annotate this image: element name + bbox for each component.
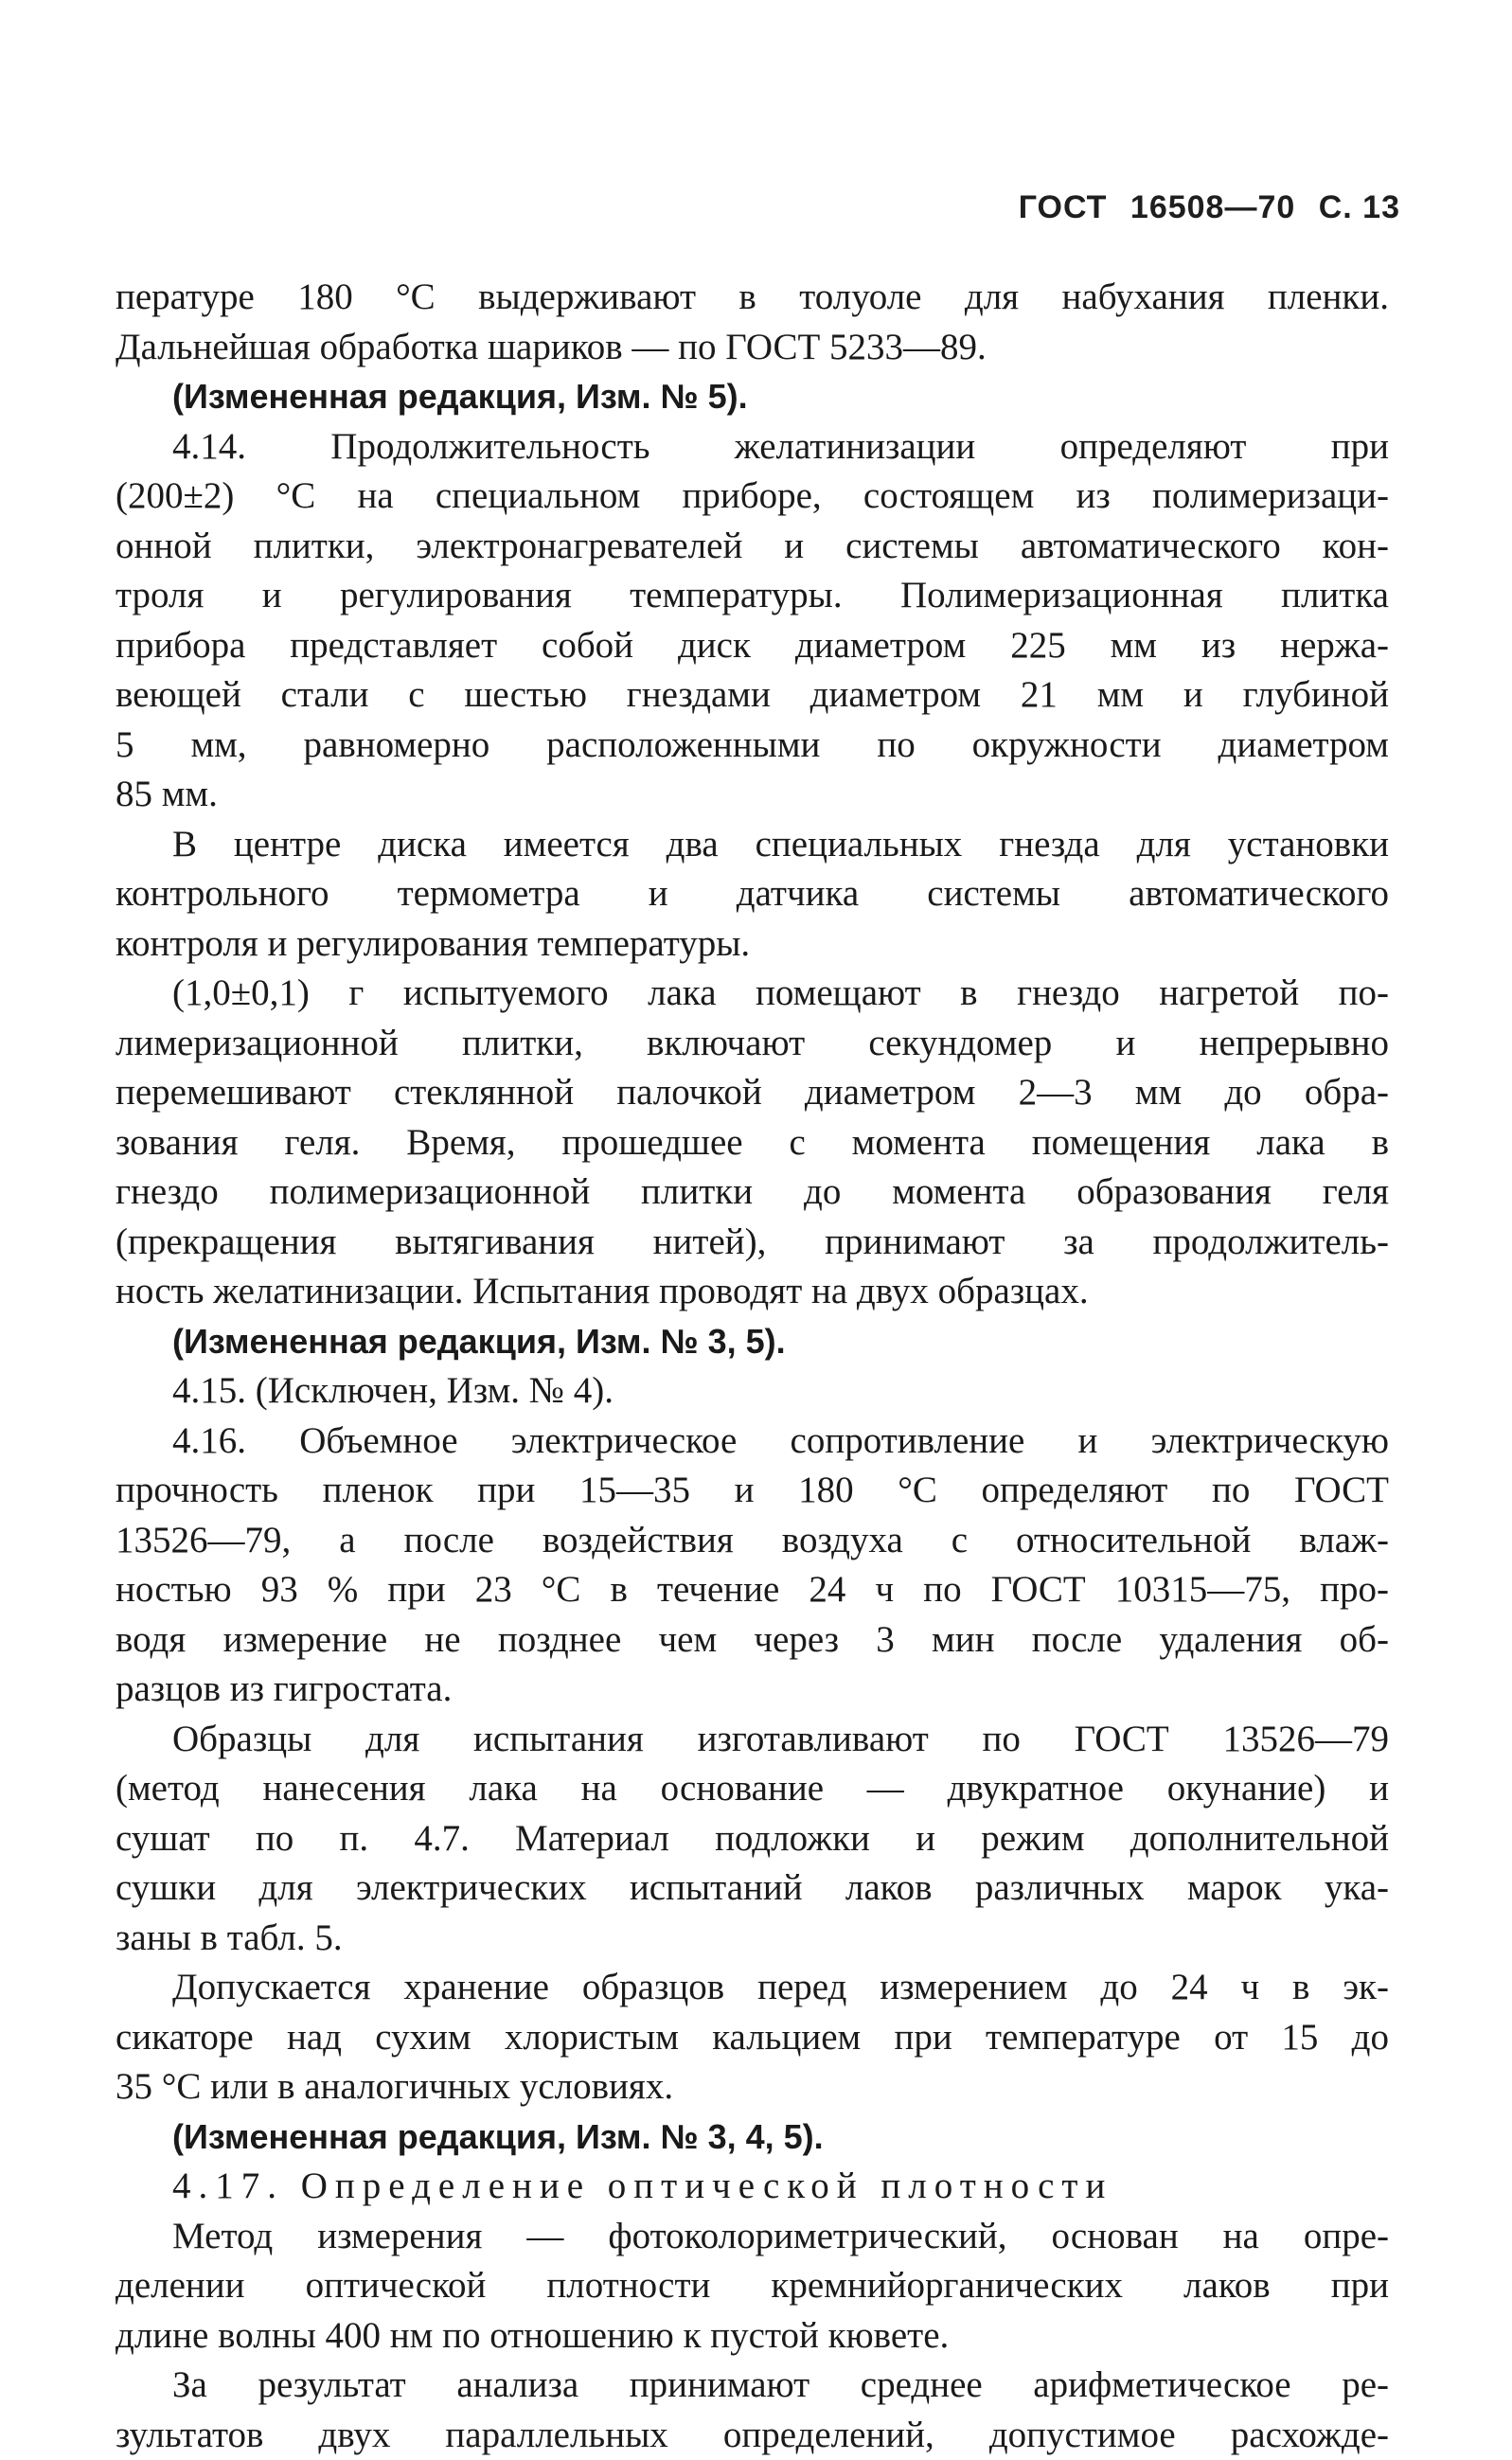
text-line: пературе 180 °С выдерживают в толуоле для набухания пленки. — [116, 273, 1389, 323]
clause-4-15: 4.15. (Исключен, Изм. № 4). — [116, 1366, 1389, 1417]
text-line: 35 °С или в аналогичных условиях. — [116, 2062, 1389, 2112]
text-line: сушки для электрических испытаний лаков различных марок ука- — [116, 1863, 1389, 1914]
clause-4-14: 4.14. Продолжительность желатинизации определяют при — [116, 422, 1389, 472]
text-line: сушат по п. 4.7. Материал подложки и режим дополнительной — [116, 1814, 1389, 1864]
text-line: гнездо полимеризационной плитки до момента образования геля — [116, 1168, 1389, 1218]
text-line: зультатов двух параллельных определений, допустимое расхожде- — [116, 2411, 1389, 2460]
text-line: 85 мм. — [116, 770, 1389, 820]
text-line: 5 мм, равномерно расположенными по окружности диаметром — [116, 721, 1389, 771]
text-line: В центре диска имеется два специальных гнезда для установки — [116, 820, 1389, 870]
clause-4-16: 4.16. Объемное электрическое сопротивление и электрическую — [116, 1417, 1389, 1467]
amendment-note: (Измененная редакция, Изм. № 5). — [116, 372, 1389, 422]
text-line: (прекращения вытягивания нитей), принимают за продолжитель- — [116, 1218, 1389, 1268]
text-line: прочность пленок при 15—35 и 180 °С определяют по ГОСТ — [116, 1466, 1389, 1516]
header-standard: ГОСТ — [1019, 189, 1108, 225]
text-line: ностью 93 % при 23 °С в течение 24 ч по ГОСТ 10315—75, про- — [116, 1565, 1389, 1615]
header-page-number: С. 13 — [1319, 189, 1400, 225]
text-line: лимеризационной плитки, включают секундомер и непрерывно — [116, 1019, 1389, 1069]
text-line: Допускается хранение образцов перед измерением до 24 ч в эк- — [116, 1963, 1389, 2013]
text-line: онной плитки, электронагревателей и системы автоматического кон- — [116, 522, 1389, 572]
text-line: делении оптической плотности кремнийорганических лаков при — [116, 2261, 1389, 2311]
text-line: (метод нанесения лака на основание — двукратное окунание) и — [116, 1764, 1389, 1814]
text-line: Образцы для испытания изготавливают по ГОСТ 13526—79 — [116, 1715, 1389, 1765]
text-line: веющей стали с шестью гнездами диаметром 21 мм и глубиной — [116, 670, 1389, 721]
text-line: перемешивают стеклянной палочкой диаметром 2—3 мм до обра- — [116, 1068, 1389, 1118]
text-line: контроля и регулирования температуры. — [116, 919, 1389, 970]
text-line: Метод измерения — фотоколориметрический, основан на опре- — [116, 2212, 1389, 2262]
text-line: сикаторе над сухим хлористым кальцием при температуре от 15 до — [116, 2013, 1389, 2063]
text-line: длине волны 400 нм по отношению к пустой кювете. — [116, 2311, 1389, 2362]
page-header — [1005, 189, 1400, 226]
amendment-note: (Измененная редакция, Изм. № 3, 5). — [116, 1317, 1389, 1367]
clause-4-17-heading: 4.17. Определение оптической плотности — [116, 2162, 1389, 2212]
text-line: водя измерение не позднее чем через 3 мин после удаления об- — [116, 1615, 1389, 1666]
text-line: Дальнейшая обработка шариков — по ГОСТ 5233—89. — [116, 323, 1389, 373]
header-number: 16508—70 — [1130, 189, 1295, 225]
text-line: разцов из гигростата. — [116, 1665, 1389, 1715]
text-line: (1,0±0,1) г испытуемого лака помещают в гнездо нагретой по- — [116, 969, 1389, 1019]
amendment-note: (Измененная редакция, Изм. № 3, 4, 5). — [116, 2112, 1389, 2163]
text-line: заны в табл. 5. — [116, 1914, 1389, 1964]
text-line: (200±2) °С на специальном приборе, состоящем из полимеризаци- — [116, 472, 1389, 522]
text-line: прибора представляет собой диск диаметром 225 мм из нержа- — [116, 621, 1389, 671]
text-line: контрольного термометра и датчика системы автоматического — [116, 869, 1389, 919]
text-line: 13526—79, а после воздействия воздуха с относительной влаж- — [116, 1516, 1389, 1566]
text-line: зования геля. Время, прошедшее с момента помещения лака в — [116, 1118, 1389, 1168]
document-body — [116, 273, 1389, 2460]
text-line: ность желатинизации. Испытания проводят на двух образцах. — [116, 1267, 1389, 1317]
text-line: За результат анализа принимают среднее арифметическое ре- — [116, 2361, 1389, 2411]
text-line: троля и регулирования температуры. Полимеризационная плитка — [116, 571, 1389, 621]
